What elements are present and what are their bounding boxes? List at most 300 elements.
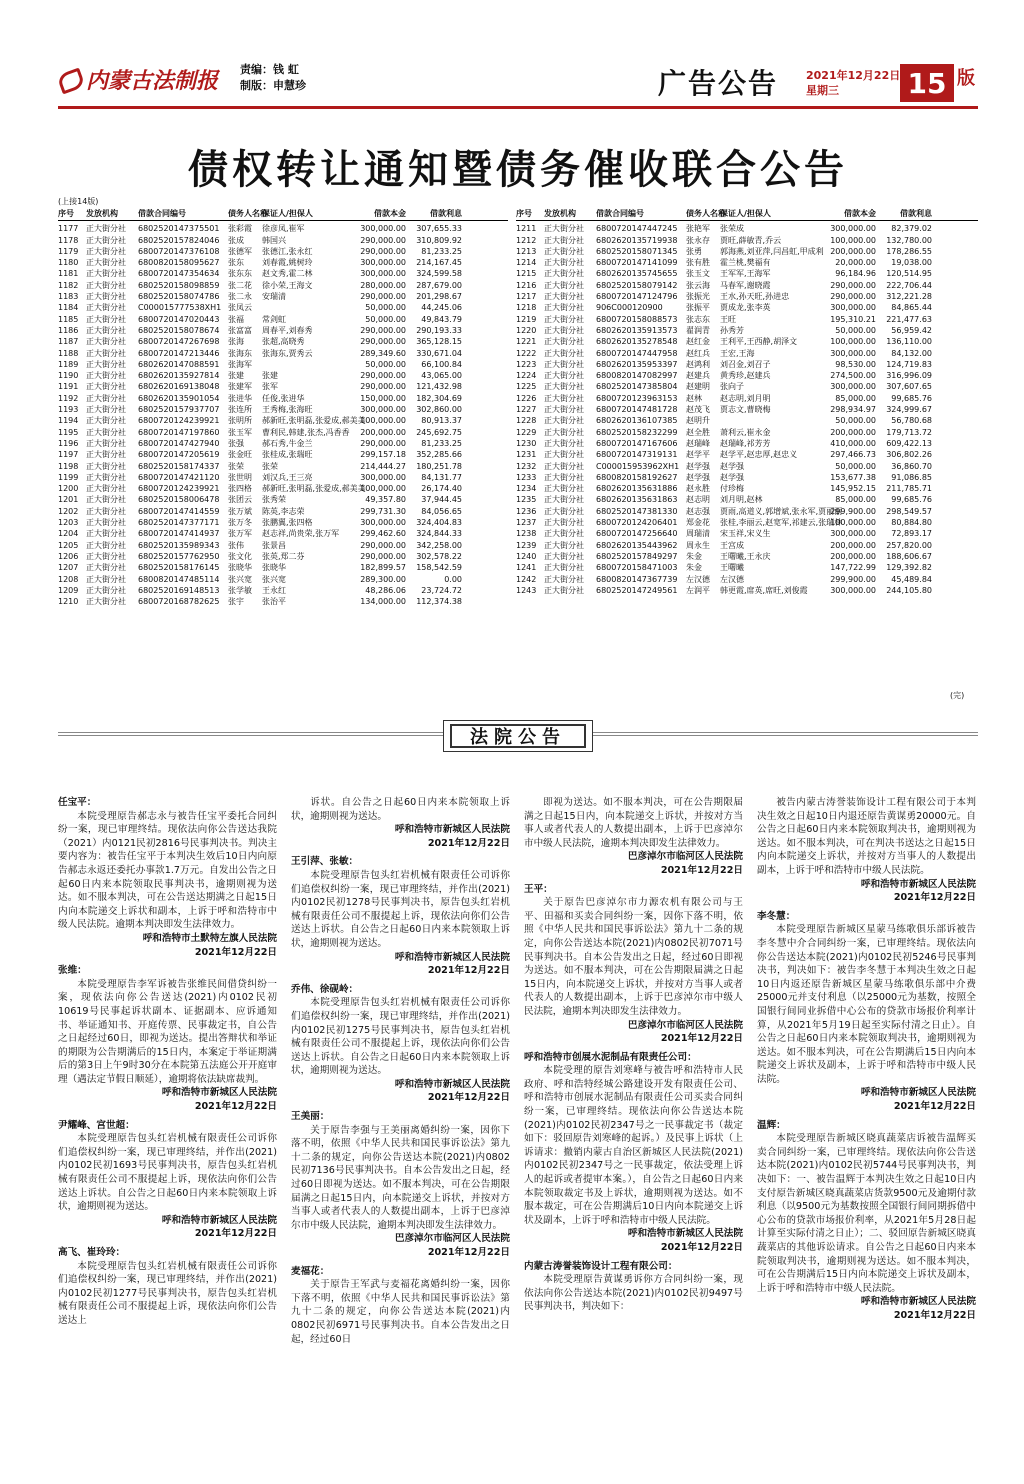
guarantor: 左汉德	[720, 574, 744, 584]
principal: 299,462.60	[360, 529, 406, 539]
interest: 136,110.00	[886, 337, 932, 347]
notice-body: 本院受理原告黄谋勇诉你方合同纠纷一案，现依法向你公告送达本院(2021)内0102民初9497号民事判决书，判决如下：	[524, 1274, 743, 1313]
table-row	[516, 404, 978, 415]
notice-addressee: 张维：	[58, 965, 87, 977]
weekday: 星期三	[806, 84, 839, 97]
issuing-branch: 正大街分社	[544, 269, 584, 279]
issuing-branch: 正大街分社	[86, 246, 126, 256]
row-number: 1200	[58, 484, 79, 494]
row-number: 1208	[58, 574, 79, 584]
interest: 120,514.95	[886, 269, 932, 279]
notice-date: 2021年12月22日	[194, 946, 277, 958]
debtor-name: 张凤云	[228, 303, 252, 313]
table-row	[516, 314, 978, 325]
court-notice	[524, 796, 743, 878]
contract-number: 6802620135745655	[596, 269, 678, 279]
guarantor: 孙秀芳	[720, 325, 744, 335]
guarantor: 王军军,王海军	[720, 269, 771, 279]
issuing-branch: 正大街分社	[86, 280, 126, 290]
table-row	[58, 257, 508, 268]
row-number: 1219	[516, 314, 537, 324]
guarantor: 贾旺,薛敏青,乔云	[720, 235, 782, 245]
row-number: 1203	[58, 518, 79, 528]
issuing-branch: 正大街分社	[544, 303, 584, 313]
debtor-name: 张玉军	[228, 427, 252, 437]
notice-court: 呼和浩特市新城区人民法院	[627, 1228, 743, 1240]
row-number: 1188	[58, 348, 79, 358]
contract-number: 6800720147197860	[138, 427, 220, 437]
table-row	[58, 574, 508, 585]
debtor-name: 张勇	[686, 246, 702, 256]
column-header: 发放机构	[544, 209, 576, 218]
header-rule	[58, 106, 978, 109]
interest: 84,865.44	[891, 303, 932, 313]
contract-number: 6800720147124796	[596, 292, 678, 302]
contract-number: 6800720124206401	[596, 518, 678, 528]
guarantor: 张兴宽	[262, 574, 286, 584]
row-number: 1196	[58, 438, 79, 448]
column-header: 借款合同编号	[138, 209, 186, 218]
debtor-name: 张振光	[686, 292, 710, 302]
contract-number: 6802520147385804	[596, 382, 678, 392]
notice-addressee: 李冬慧：	[757, 910, 796, 922]
interest: 306,802.26	[886, 450, 932, 460]
guarantor: 郭海燕,刘亚萍,闫昌虹,甲成利	[720, 246, 824, 256]
row-number: 1236	[516, 506, 537, 516]
row-number: 1234	[516, 484, 537, 494]
table-row	[516, 268, 978, 279]
issuing-branch: 正大街分社	[86, 258, 126, 268]
principal: 200,000.00	[830, 551, 876, 561]
table-row	[516, 517, 978, 528]
debtor-name: 张永存	[686, 235, 710, 245]
principal: 100,000.00	[360, 484, 406, 494]
contract-number: 6802520147375501	[138, 224, 220, 234]
issuing-branch: 正大街分社	[544, 450, 584, 460]
interest: 112,374.38	[416, 597, 462, 607]
guarantor: 张军	[262, 382, 278, 392]
interest: 257,820.00	[886, 540, 932, 550]
interest: 23,724.72	[421, 585, 462, 595]
notice-addressee: 王平：	[524, 883, 553, 895]
issuing-branch: 正大街分社	[86, 325, 126, 335]
guarantor: 郝新旺,张明磊,张爱成,郝美美	[262, 416, 366, 426]
issuing-branch: 正大街分社	[86, 337, 126, 347]
notice-date: 2021年12月22日	[660, 864, 743, 876]
table-row	[58, 370, 508, 381]
continued-note: (上接14版)	[58, 197, 99, 206]
guarantor: 周春平,刘春秀	[262, 325, 313, 335]
issue-date	[806, 68, 900, 98]
table-row	[516, 585, 978, 596]
notice-body: 本院受理的原告刘寒峰与被告呼和浩特市人民政府、呼和浩特经城公路建设开发有限责任公司、呼和浩特市创展水泥制品有限责任公司买卖合同纠纷一案，已审理终结。现依法向你公告送达本院(2021)内0102民初2347号之一民事裁定书（裁定如下：驳回原告刘寒峰的起诉。）及民事上诉状（上诉请求：撤销内蒙古自治区新城区人民法院(2021)内0102民初2347号之一民事裁定，依法受理上诉人的起诉或者提审本案。），自公告之日起60日内来本院领取裁定书及上诉状，逾期则视为送达。如不服本裁定，可在公告期满后10日内向本院递交上诉状及副本，上诉于呼和浩特市中级人民法院。	[524, 1065, 743, 1226]
contract-number: 6800720147213446	[138, 348, 220, 358]
contract-number: 6802520158232299	[596, 427, 678, 437]
contract-number: 6800820147367739	[596, 574, 678, 584]
notice-court: 巴彦淖尔市临河区人民法院	[627, 1019, 743, 1031]
debtor-name: 郑金花	[686, 518, 710, 528]
row-number: 1209	[58, 585, 79, 595]
debtor-name: 赵林	[686, 393, 702, 403]
row-number: 1191	[58, 382, 79, 392]
interest: 324,599.58	[416, 269, 462, 279]
principal: 214,444.27	[360, 461, 406, 471]
principal: 300,000.00	[360, 405, 406, 415]
guarantor: 王水,孙天旺,孙进忠	[720, 292, 790, 302]
table-row	[516, 257, 978, 268]
table-row	[58, 268, 508, 279]
court-notice	[524, 1051, 743, 1255]
interest: 132,780.00	[886, 235, 932, 245]
row-number: 1243	[516, 585, 537, 595]
interest: 342,258.00	[416, 540, 462, 550]
notice-addressee: 麦福花：	[291, 1265, 330, 1277]
interest: 81,233.25	[421, 246, 462, 256]
principal: 298,934.97	[830, 405, 876, 415]
contract-number: 6802520157824046	[138, 235, 220, 245]
issuing-branch: 正大街分社	[86, 269, 126, 279]
interest: 214,167.45	[416, 258, 462, 268]
row-number: 1207	[58, 563, 79, 573]
interest: 365,128.15	[416, 337, 462, 347]
table-row	[58, 223, 508, 234]
guarantor: 任俊,张进华	[262, 393, 305, 403]
issuing-branch: 正大街分社	[86, 574, 126, 584]
debtor-name: 张世明	[228, 472, 252, 482]
debtor-name: 赵瑞峰	[686, 438, 710, 448]
contract-number: 6800720147427940	[138, 438, 220, 448]
table-row	[58, 235, 508, 246]
row-number: 1177	[58, 224, 79, 234]
principal: 49,357.80	[365, 495, 406, 505]
table-row	[516, 415, 978, 426]
guarantor: 张鹏翼,张四格	[262, 518, 313, 528]
debtor-name: 张东东	[228, 269, 252, 279]
table-row	[58, 359, 508, 370]
principal: 290,000.00	[830, 280, 876, 290]
issuing-branch: 正大街分社	[86, 472, 126, 482]
contract-number: 6802620135953397	[596, 359, 678, 369]
court-notice	[757, 796, 976, 905]
principal: 85,000.00	[835, 393, 876, 403]
court-notice	[291, 796, 510, 850]
row-number: 1182	[58, 280, 79, 290]
row-number: 1212	[516, 235, 537, 245]
debtor-name: 周瑞清	[686, 529, 710, 539]
court-notice	[524, 1260, 743, 1314]
contract-number: 6800720168782625	[138, 597, 220, 607]
debtor-name: 张建	[228, 371, 244, 381]
principal: 274,500.00	[830, 371, 876, 381]
banner-box	[443, 720, 593, 752]
contract-number: 6802520158071345	[596, 246, 678, 256]
debtor-name: 张海东	[228, 348, 252, 358]
principal: 290,000.00	[360, 337, 406, 347]
issuing-branch: 正大街分社	[86, 348, 126, 358]
principal: 96,184.96	[835, 269, 876, 279]
debtor-name: 张志东	[686, 314, 710, 324]
row-number: 1179	[58, 246, 79, 256]
guarantor: 刘召金,刘召子	[720, 359, 771, 369]
debtor-name: 赵全胜	[686, 427, 710, 437]
contract-number: 6802620136107385	[596, 416, 678, 426]
notice-date: 2021年12月22日	[660, 1242, 743, 1253]
table-row	[58, 472, 508, 483]
guarantor: 贾志文,曹晓梅	[720, 405, 771, 415]
interest: 43,065.00	[421, 371, 462, 381]
contract-number: 6802620135913573	[596, 325, 678, 335]
table-row	[58, 449, 508, 460]
debtor-name: 左润平	[686, 585, 710, 595]
notice-body: 本院受理原告包头红岩机械有限责任公司诉你们追偿权纠纷一案，现已审理终结，并作出(2021)内0102民初1275号民事判决书，原告包头红岩机械有限责任公司不服提起上诉，现依法向你们公告送达上诉状。自公告之日起60日内来本院领取上诉状，逾期则视为送达。	[291, 997, 510, 1077]
row-number: 1213	[516, 246, 537, 256]
issuing-branch: 正大街分社	[86, 405, 126, 415]
interest: 180,251.78	[416, 461, 462, 471]
issuing-branch: 正大街分社	[86, 371, 126, 381]
guarantor: 张德江,张永红	[262, 246, 313, 256]
principal: 50,000.00	[365, 314, 406, 324]
interest: 82,379.02	[891, 224, 932, 234]
guarantor: 韩国兴	[262, 235, 286, 245]
contract-number: 6800720147447958	[596, 348, 678, 358]
court-notice	[58, 1119, 277, 1241]
row-number: 1223	[516, 359, 537, 369]
newspaper-logo	[58, 62, 230, 96]
guarantor: 霍兰桃,樊福有	[720, 258, 771, 268]
table-row	[516, 302, 978, 313]
contract-number: 6802520158098859	[138, 280, 220, 290]
issuing-branch: 正大街分社	[544, 258, 584, 268]
row-number: 1186	[58, 325, 79, 335]
interest: 99,685.76	[891, 393, 932, 403]
notice-body: 本院受理原告包头红岩机械有限责任公司诉你们追偿权纠纷一案，现已审理终结，并作出(2021)内0102民初1278号民事判决书，原告包头红岩机械有限责任公司不服提起上诉，现依法向你们公告送达上诉状。自公告之日起60日内来本院领取上诉状，逾期则视为送达。	[291, 869, 510, 949]
issuing-branch: 正大街分社	[86, 585, 126, 595]
issuing-branch: 正大街分社	[544, 337, 584, 347]
principal: 200,000.00	[830, 427, 876, 437]
principal: 299,900.00	[830, 506, 876, 516]
table-row	[58, 562, 508, 573]
issuing-branch: 正大街分社	[544, 472, 584, 482]
contract-number: 6802520147381330	[596, 506, 678, 516]
notice-addressee: 王美丽：	[291, 1111, 330, 1123]
principal: 145,952.15	[830, 484, 876, 494]
contract-number: 6802620169138048	[138, 382, 220, 392]
notice-body: 本院受理原告新城区星蒙马练歌俱乐部诉被告李冬慧中介合同纠纷一案，已审理终结。现依法向你公告送达本院(2021)内0102民初5246号民事判决书，判决如下：被告李冬慧于本判决生效之日起10日内返还原告新城区星蒙马练歌俱乐部中介费25000元并支付利息（以25000元为基数，按照全国银行间同业拆借中心公布的贷款市场报价利率计算，从2021年5月19日起至实际付清之日止）。自公告之日起60日内来本院领取判决书，逾期则视为送达。如不服本判决，可在公告期满后15日内向本院递交上诉状及副本，上诉于呼和浩特市中级人民法院。	[757, 924, 976, 1085]
table-row	[516, 235, 978, 246]
debtor-name: 张有胜	[686, 258, 710, 268]
guarantor: 张建	[262, 371, 278, 381]
debtor-name: 赵鸿利	[686, 359, 710, 369]
debtor-name: 朱金	[686, 551, 702, 561]
guarantor: 安瑞清	[262, 292, 286, 302]
row-number: 1187	[58, 337, 79, 347]
guarantor: 郝新旺,张明磊,张爱成,郝美美	[262, 484, 366, 494]
section-title: 广告公告	[658, 67, 779, 100]
notice-body: 即视为送达。如不服本判决，可在公告期限届满之日起15日内，向本院递交上诉状，并按对方当事人或者代表人的人数提出副本，上诉于巴彦淖尔市中级人民法院，逾期本判决即发生法律效力。	[524, 797, 743, 849]
row-number: 1205	[58, 540, 79, 550]
notice-column	[524, 796, 743, 1476]
contract-number: 6800720123963153	[596, 393, 678, 403]
principal: 289,349.60	[360, 348, 406, 358]
contract-number: 6800720147447245	[596, 224, 678, 234]
table-row	[516, 449, 978, 460]
court-notices	[58, 796, 978, 1476]
contract-number: 6800720147141099	[596, 258, 678, 268]
debtor-name: 张富富	[228, 325, 252, 335]
guarantor: 赵文秀,霍二林	[262, 269, 313, 279]
principal: 280,000.00	[360, 280, 406, 290]
notice-addressee: 温辉：	[757, 1119, 786, 1131]
row-number: 1181	[58, 269, 79, 279]
section-banner	[58, 718, 978, 754]
notice-date: 2021年12月22日	[427, 1247, 510, 1258]
table-row	[516, 325, 978, 336]
court-notice	[524, 883, 743, 1046]
debtor-name: 赵学强	[686, 461, 710, 471]
interest: 307,607.65	[886, 382, 932, 392]
contract-number: 6802520158006478	[138, 495, 220, 505]
issuing-branch: 正大街分社	[544, 280, 584, 290]
table-row	[516, 381, 978, 392]
interest: 56,959.42	[891, 325, 932, 335]
issuing-branch: 正大街分社	[86, 461, 126, 471]
debtor-name: 张万冬	[228, 518, 252, 528]
notice-addressee: 王引萍、张敏：	[291, 856, 359, 868]
table-row	[58, 540, 508, 551]
interest: 158,542.59	[416, 563, 462, 573]
notice-date: 2021年12月22日	[194, 1101, 277, 1113]
debtor-name: 张德军	[228, 246, 252, 256]
notice-addressee: 内蒙古涛誉装饰设计工程有限公司：	[524, 1260, 678, 1272]
principal: 300,000.00	[360, 472, 406, 482]
interest: 19,038.00	[891, 258, 932, 268]
interest: 124,719.83	[886, 359, 932, 369]
debtor-name: 张彩霞	[228, 224, 252, 234]
row-number: 1230	[516, 438, 537, 448]
column-header: 借款利息	[430, 209, 462, 218]
issuing-branch: 正大街分社	[86, 529, 126, 539]
contract-number: 6800720147481728	[596, 405, 678, 415]
row-number: 1190	[58, 371, 79, 381]
principal: 100,000.00	[360, 416, 406, 426]
issuing-branch: 正大街分社	[544, 518, 584, 528]
interest: 609,422.13	[886, 438, 932, 448]
interest: 84,132.00	[891, 348, 932, 358]
issuing-branch: 正大街分社	[544, 438, 584, 448]
principal: 300,000.00	[360, 269, 406, 279]
table-row	[516, 494, 978, 505]
table-row	[58, 415, 508, 426]
principal: 182,899.57	[360, 563, 406, 573]
table-row	[58, 585, 508, 596]
guarantor: 王曙曦,王永庆	[720, 551, 771, 561]
notice-court: 呼和浩特市新城区人民法院	[394, 1078, 510, 1090]
contract-number: 6802620135631863	[596, 495, 678, 505]
table-row	[516, 472, 978, 483]
issuing-branch: 正大街分社	[86, 314, 126, 324]
table-header	[516, 208, 978, 221]
issuing-branch: 正大街分社	[86, 563, 126, 573]
interest: 307,655.33	[416, 224, 462, 234]
notice-column	[58, 796, 277, 1476]
notice-body: 被告内蒙古涛誉装饰设计工程有限公司于本判决生效之日起10日内退还原告黄谋勇20000元。自公告之日起60日内来本院领取判决书，逾期则视为送达。如不服本判决，可在判决书送达之日起15日内向本院递交上诉状，并按对方当事人的人数提出副本，上诉于呼和浩特市中级人民法院。	[757, 797, 976, 876]
principal: 50,000.00	[835, 416, 876, 426]
table-row	[58, 596, 508, 607]
contract-number: 6802520135989343	[138, 540, 220, 550]
debtor-name: 张连所	[228, 405, 252, 415]
interest: 324,844.33	[416, 529, 462, 539]
guarantor: 付珍梅	[720, 484, 744, 494]
principal: 299,157.18	[360, 450, 406, 460]
row-number: 1239	[516, 540, 537, 550]
guarantor: 黄秀珍,赵建兵	[720, 371, 771, 381]
column-header: 保证人/担保人	[262, 209, 313, 218]
table-row	[58, 517, 508, 528]
column-header: 债务人名称	[228, 209, 268, 218]
debtor-name: 张海	[228, 337, 244, 347]
interest: 302,578.22	[416, 551, 462, 561]
issuing-branch: 正大街分社	[544, 461, 584, 471]
debtor-name: 张二花	[228, 280, 252, 290]
issuing-branch: 正大街分社	[86, 551, 126, 561]
issuing-branch: 正大街分社	[86, 438, 126, 448]
court-notice	[757, 910, 976, 1114]
interest: 26,174.40	[421, 484, 462, 494]
issuing-branch: 正大街分社	[86, 495, 126, 505]
row-number: 1204	[58, 529, 79, 539]
notice-column	[291, 796, 510, 1476]
interest: 66,100.84	[421, 359, 462, 369]
guarantor: 王秀梅,张海旺	[262, 405, 313, 415]
contract-number: 6800720147256640	[596, 529, 678, 539]
issuing-branch: 正大街分社	[544, 393, 584, 403]
issuing-branch: 正大街分社	[544, 495, 584, 505]
contract-number: 6802520147249561	[596, 585, 678, 595]
notice-court: 呼和浩特市新城区人民法院	[161, 1087, 277, 1099]
contract-number: 6802520158074786	[138, 292, 220, 302]
principal: 195,310.21	[830, 314, 876, 324]
debtor-name: 张荣	[228, 461, 244, 471]
masthead	[58, 58, 978, 106]
table-row	[516, 427, 978, 438]
debtor-name: 张晓华	[228, 563, 252, 573]
principal: 200,000.00	[360, 427, 406, 437]
row-number: 1237	[516, 518, 537, 528]
guarantor: 赵学强	[720, 461, 744, 471]
notice-court: 呼和浩特市新城区人民法院	[860, 1087, 976, 1099]
debtor-name: 张万斌	[228, 506, 252, 516]
row-number: 1214	[516, 258, 537, 268]
interest: 352,285.66	[416, 450, 462, 460]
notice-court: 呼和浩特市土默特左旗人民法院	[142, 932, 277, 944]
row-number: 1211	[516, 224, 537, 234]
table-row	[58, 528, 508, 539]
issuing-branch: 正大街分社	[86, 382, 126, 392]
issuing-branch: 正大街分社	[86, 292, 126, 302]
interest: 121,432.98	[416, 382, 462, 392]
contract-number: 6802620135443962	[596, 540, 678, 550]
notice-column	[757, 796, 976, 1476]
issuing-branch: 正大街分社	[544, 484, 584, 494]
notice-addressee: 高飞、崔玲玲：	[58, 1247, 126, 1258]
table-row	[58, 427, 508, 438]
interest: 72,893.17	[891, 529, 932, 539]
interest: 178,286.55	[886, 246, 932, 256]
principal: 299,900.00	[830, 574, 876, 584]
issuing-branch: 正大街分社	[544, 416, 584, 426]
debtor-name: 张成	[228, 235, 244, 245]
column-header: 债务人名称	[686, 209, 726, 218]
